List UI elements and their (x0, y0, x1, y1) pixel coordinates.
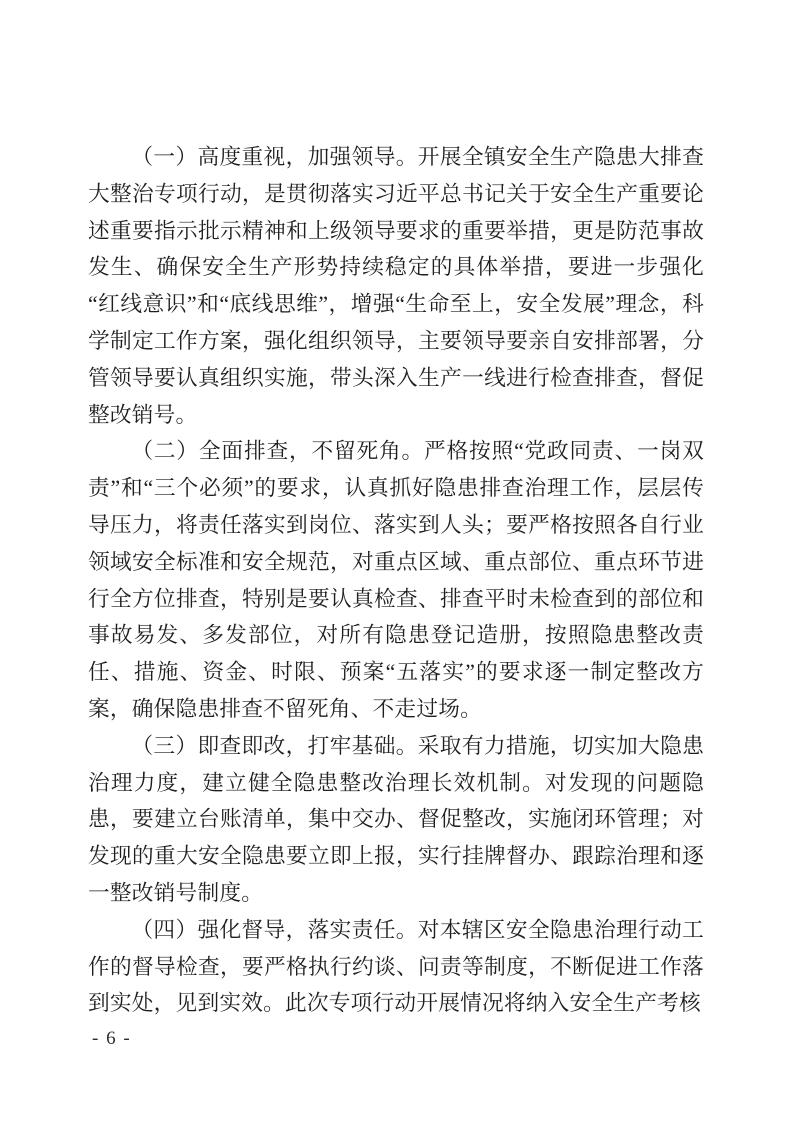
paragraph-1 (88, 139, 704, 433)
paragraph-2 (88, 433, 704, 727)
paragraph-4-text: 对本辖区安全隐患治理行动工作的督导检查，要严格执行约谈、问责等制度，不断促进工作落到实处，见到实效。此次专项行动开展情况将纳入安全生产考核 (88, 917, 704, 1016)
document-body (88, 139, 704, 1022)
paragraph-2-text: 严格按照“党政同责、一岗双责”和“三个必须”的要求，认真抓好隐患排查治理工作，层层传导压力，将责任落实到岗位、落实到人头；要严格按照各自行业领域安全标准和安全规范，对重点区域、重点部位、重点环节进行全方位排查，特别是要认真检查、排查平时未检查到的部位和事故易发、多发部位，对所有隐患登记造册，按照隐患整改责任、措施、资金、时限、预案“五落实”的要求逐一制定整改方案，确保隐患排查不留死角、不走过场。 (88, 439, 704, 721)
paragraph-3-lead: （三）即查即改，打牢基础。 (131, 733, 418, 758)
paragraph-4 (88, 912, 704, 1022)
paragraph-1-text: 开展全镇安全生产隐患大排查大整治专项行动，是贯彻落实习近平总书记关于安全生产重要论述重要指示批示精神和上级领导要求的重要举措，更是防范事故发生、确保安全生产形势持续稳定的具体举措，要进一步强化“红线意识”和“底线思维”，增强“生命至上，安全发展”理念，科学制定工作方案，强化组织领导，主要领导要亲自安排部署，分管领导要认真组织实施，带头深入生产一线进行检查排查，督促整改销号。 (88, 145, 704, 427)
paragraph-1-lead: （一）高度重视，加强领导。 (131, 145, 418, 169)
paragraph-3-text: 采取有力措施，切实加大隐患治理力度，建立健全隐患整改治理长效机制。对发现的问题隐患，要建立台账清单，集中交办、督促整改，实施闭环管理；对发现的重大安全隐患要立即上报，实行挂牌督办、跟踪治理和逐一整改销号制度。 (88, 733, 704, 905)
paragraph-4-lead: （四）强化督导，落实责任。 (131, 917, 418, 942)
page-number: - 6 - (92, 1028, 132, 1049)
paragraph-3 (88, 728, 704, 912)
paragraph-2-lead: （二）全面排查，不留死角。 (131, 439, 425, 464)
